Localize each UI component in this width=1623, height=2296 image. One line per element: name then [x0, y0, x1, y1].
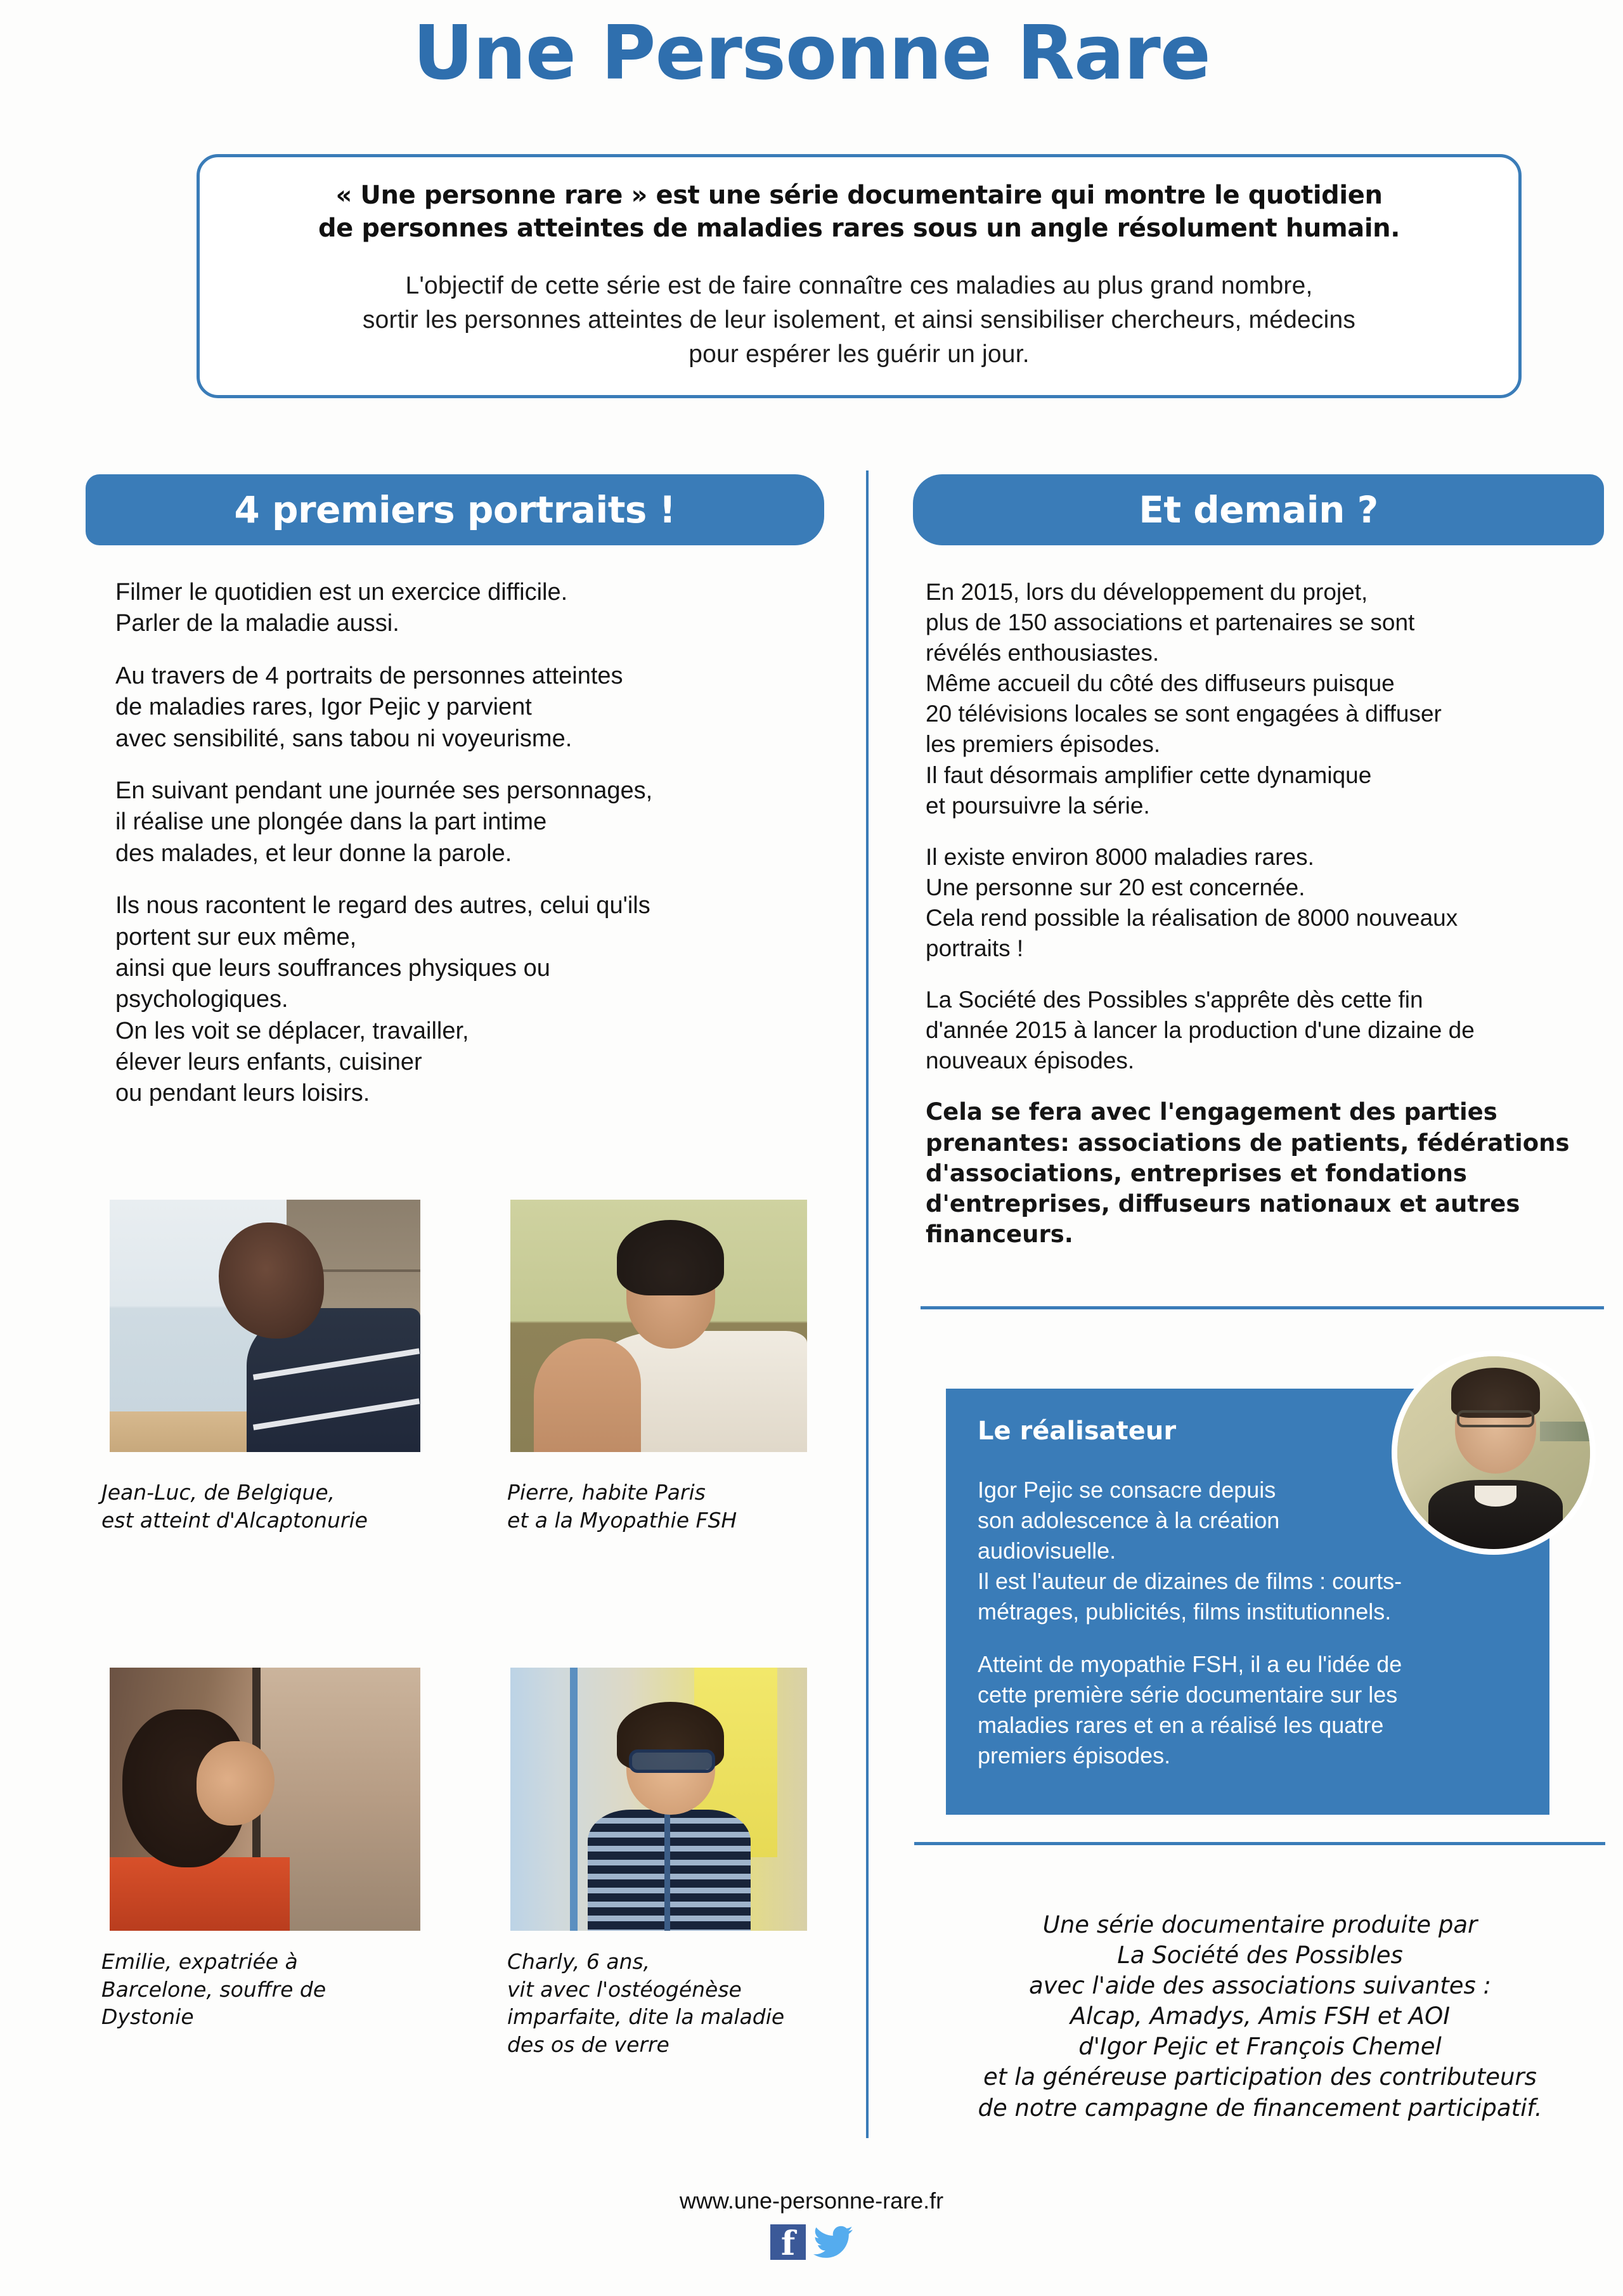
text-line: financeurs. — [926, 1220, 1073, 1248]
caption-pierre — [507, 1479, 837, 1534]
caption-jean-luc — [101, 1479, 456, 1534]
credits-line: et la généreuse participation des contributeurs — [983, 2063, 1537, 2091]
divider-rule-top — [921, 1306, 1604, 1309]
photo-detail — [1457, 1410, 1534, 1427]
paragraph — [115, 577, 832, 640]
text-line: premiers épisodes. — [978, 1742, 1171, 1768]
paragraph — [115, 890, 832, 1110]
paragraph — [926, 985, 1607, 1076]
credits-block — [913, 1910, 1607, 2124]
text-line: portraits ! — [926, 935, 1024, 962]
credits-line: d'Igor Pejic et François Chemel — [1078, 2033, 1442, 2061]
caption-line: imparfaite, dite la maladie — [507, 2004, 785, 2030]
text-line: révélés enthousiastes. — [926, 640, 1160, 666]
director-box-title: Le réalisateur — [978, 1417, 1177, 1446]
credits-line: La Société des Possibles — [1117, 1942, 1403, 1969]
photo-pierre — [510, 1200, 807, 1452]
photo-detail — [629, 1749, 715, 1773]
photo-detail — [1540, 1422, 1590, 1441]
text-line: son adolescence à la création — [978, 1507, 1280, 1533]
section-heading-portraits: 4 premiers portraits ! — [86, 474, 824, 545]
text-line: cette première série documentaire sur les — [978, 1682, 1398, 1708]
text-line: En suivant pendant une journée ses personnages, — [115, 777, 653, 804]
column-divider — [866, 470, 869, 2138]
photo-detail — [110, 1857, 290, 1931]
text-line: Igor Pejic se consacre depuis — [978, 1477, 1276, 1503]
left-column-text — [115, 577, 832, 1110]
photo-detail — [617, 1220, 723, 1295]
text-line: On les voit se déplacer, travailler, — [115, 1017, 469, 1044]
intro-body-line: pour espérer les guérir un jour. — [689, 340, 1030, 368]
credits-line: Une série documentaire produite par — [1042, 1911, 1478, 1938]
text-line: En 2015, lors du développement du projet, — [926, 579, 1368, 605]
text-line: Il existe environ 8000 maladies rares. — [926, 843, 1314, 870]
intro-body-text — [238, 269, 1480, 371]
caption-charly — [507, 1948, 837, 2058]
intro-body-line: L'objectif de cette série est de faire connaître ces maladies au plus grand nombre, — [405, 272, 1313, 299]
text-line: Même accueil du côté des diffuseurs puisque — [926, 670, 1395, 697]
text-line: ou pendant leurs loisirs. — [115, 1080, 370, 1107]
text-line: élever leurs enfants, cuisiner — [115, 1049, 422, 1076]
caption-line: Charly, 6 ans, — [507, 1949, 650, 1974]
text-line: Il faut désormais amplifier cette dynamique — [926, 762, 1372, 788]
credits-line: de notre campagne de financement participatif. — [978, 2094, 1542, 2122]
paragraph-emphasis — [926, 1097, 1607, 1249]
text-line: audiovisuelle. — [978, 1537, 1116, 1564]
text-line: Il est l'auteur de dizaines de films : courts- — [978, 1567, 1402, 1594]
text-line: Cela se fera avec l'engagement des parties — [926, 1098, 1497, 1126]
caption-line: et a la Myopathie FSH — [507, 1507, 737, 1533]
caption-line: Jean-Luc, de Belgique, — [101, 1480, 335, 1505]
text-line: psychologiques. — [115, 986, 288, 1013]
photo-jean-luc — [110, 1200, 420, 1452]
text-line: d'associations, entreprises et fondations — [926, 1159, 1467, 1187]
intro-bold-text — [238, 179, 1480, 245]
facebook-icon[interactable]: f — [770, 2224, 806, 2260]
photo-detail — [534, 1339, 640, 1452]
intro-bold-line: « Une personne rare » est une série documentaire qui montre le quotidien — [335, 181, 1383, 210]
caption-line: des os de verre — [507, 2032, 669, 2057]
intro-box — [197, 154, 1522, 398]
social-links — [0, 2224, 1623, 2264]
caption-line: Pierre, habite Paris — [507, 1480, 706, 1505]
photo-charly — [510, 1668, 807, 1931]
page-title: Une Personne Rare — [413, 9, 1210, 96]
text-line: Filmer le quotidien est un exercice difficile. — [115, 579, 568, 606]
caption-line: Emilie, expatriée à — [101, 1949, 298, 1974]
intro-bold-line: de personnes atteintes de maladies rares sous un angle résolument humain. — [318, 214, 1400, 243]
intro-body-line: sortir les personnes atteintes de leur isolement, et ainsi sensibiliser chercheurs, médecins — [362, 306, 1356, 334]
text-line: il réalise une plongée dans la part intime — [115, 808, 547, 836]
text-line: Atteint de myopathie FSH, il a eu l'idée de — [978, 1651, 1402, 1678]
photo-emilie — [110, 1668, 420, 1931]
paragraph — [115, 775, 832, 869]
paragraph — [115, 661, 832, 755]
text-line: portent sur eux même, — [115, 923, 357, 950]
photo-detail — [1475, 1486, 1517, 1507]
text-line: d'entreprises, diffuseurs nationaux et autres — [926, 1190, 1520, 1217]
twitter-icon[interactable] — [813, 2224, 853, 2260]
photo-detail — [664, 1810, 670, 1931]
text-line: Ils nous racontent le regard des autres, celui qu'ils — [115, 892, 650, 919]
text-line: et poursuivre la série. — [926, 792, 1150, 819]
credits-line: avec l'aide des associations suivantes : — [1028, 1972, 1491, 2000]
paragraph — [978, 1649, 1518, 1771]
text-line: plus de 150 associations et partenaires se sont — [926, 609, 1415, 636]
text-line: des malades, et leur donne la parole. — [115, 840, 512, 867]
text-line: nouveaux épisodes. — [926, 1047, 1135, 1074]
caption-line: Barcelone, souffre de — [101, 1976, 327, 2002]
caption-line: est atteint d'Alcaptonurie — [101, 1507, 368, 1533]
caption-emilie — [101, 1948, 456, 2031]
caption-line: Dystonie — [101, 2004, 194, 2030]
paragraph — [926, 577, 1607, 821]
text-line: Une personne sur 20 est concernée. — [926, 874, 1305, 900]
text-line: prenantes: associations de patients, fédérations — [926, 1129, 1570, 1157]
divider-rule-bottom — [914, 1842, 1605, 1845]
text-line: métrages, publicités, films institutionnels. — [978, 1598, 1392, 1625]
section-heading-demain: Et demain ? — [913, 474, 1604, 545]
text-line: Parler de la maladie aussi. — [115, 610, 399, 637]
credits-line: Alcap, Amadys, Amis FSH et AOI — [1070, 2002, 1451, 2030]
text-line: ainsi que leurs souffrances physiques ou — [115, 954, 550, 982]
text-line: de maladies rares, Igor Pejic y parvient — [115, 694, 532, 721]
right-column-text — [926, 577, 1607, 1250]
website-url[interactable]: www.une-personne-rare.fr — [679, 2188, 944, 2214]
text-line: Cela rend possible la réalisation de 8000 nouveaux — [926, 904, 1458, 931]
text-line: d'année 2015 à lancer la production d'une dizaine de — [926, 1017, 1475, 1044]
text-line: avec sensibilité, sans tabou ni voyeurisme. — [115, 725, 572, 752]
photo-detail — [570, 1668, 578, 1931]
caption-line: vit avec l'ostéogénèse — [507, 1976, 742, 2002]
text-line: 20 télévisions locales se sont engagées à diffuser — [926, 701, 1442, 727]
text-line: La Société des Possibles s'apprête dès cette fin — [926, 987, 1423, 1013]
avatar-director — [1392, 1351, 1596, 1555]
paragraph — [926, 842, 1607, 964]
text-line: maladies rares et en a réalisé les quatre — [978, 1712, 1384, 1739]
text-line: Au travers de 4 portraits de personnes atteintes — [115, 662, 623, 689]
text-line: les premiers épisodes. — [926, 731, 1161, 758]
